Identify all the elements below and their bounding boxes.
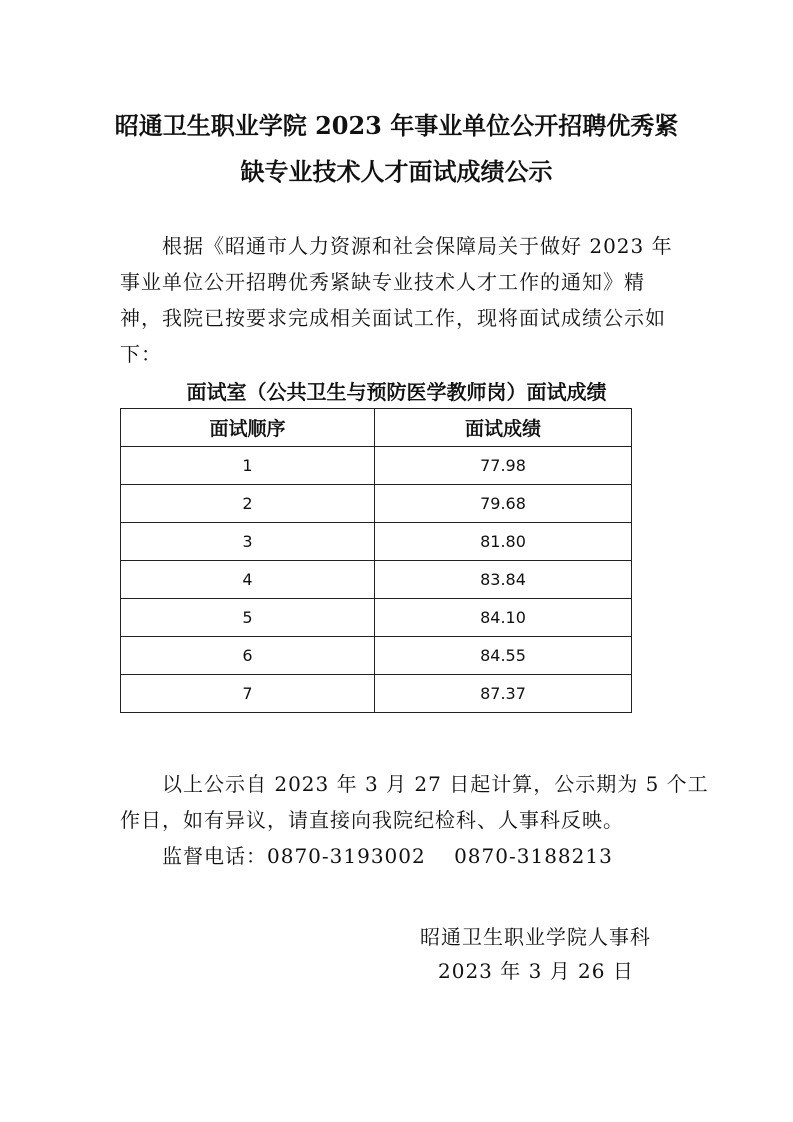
table-row — [121, 599, 632, 637]
table-caption: 面试室（公共卫生与预防医学教师岗）面试成绩 — [186, 380, 607, 404]
document-title-line-1: 昭通卫生职业学院 2023 年事业单位公开招聘优秀紧 — [114, 111, 679, 140]
intro-line: 神，我院已按要求完成相关面试工作，现将面试成绩公示如 — [120, 306, 666, 330]
score-cell: 84.55 — [375, 637, 632, 675]
table-row — [121, 675, 632, 713]
column-header-order: 面试顺序 — [121, 409, 375, 447]
table-row — [121, 485, 632, 523]
notice-line: 以上公示自 2023 年 3 月 27 日起计算，公示期为 5 个工 — [120, 772, 709, 796]
order-cell: 1 — [121, 447, 375, 485]
table-header-row — [121, 409, 632, 447]
score-cell: 79.68 — [375, 485, 632, 523]
score-cell: 87.37 — [375, 675, 632, 713]
scores-table — [120, 408, 632, 713]
table-row — [121, 561, 632, 599]
table-row — [121, 523, 632, 561]
score-cell: 81.80 — [375, 523, 632, 561]
table-row — [121, 637, 632, 675]
notice-paragraph — [120, 766, 709, 874]
score-cell: 84.10 — [375, 599, 632, 637]
intro-line: 根据《昭通市人力资源和社会保障局关于做好 2023 年 — [120, 234, 673, 258]
notice-line: 作日，如有异议，请直接向我院纪检科、人事科反映。 — [120, 808, 624, 832]
score-cell: 83.84 — [375, 561, 632, 599]
intro-line: 事业单位公开招聘优秀紧缺专业技术人才工作的通知》精 — [120, 270, 645, 294]
order-cell: 2 — [121, 485, 375, 523]
intro-paragraph — [120, 228, 680, 372]
column-header-score: 面试成绩 — [375, 409, 632, 447]
supervision-phone-line: 监督电话：0870-3193002 0870-3188213 — [120, 844, 613, 868]
order-cell: 5 — [121, 599, 375, 637]
document-title-line-2: 缺专业技术人才面试成绩公示 — [240, 157, 553, 186]
order-cell: 6 — [121, 637, 375, 675]
intro-line: 下： — [120, 342, 162, 366]
order-cell: 7 — [121, 675, 375, 713]
signature-date: 2023 年 3 月 26 日 — [438, 959, 634, 983]
signature-department: 昭通卫生职业学院人事科 — [420, 925, 651, 949]
order-cell: 3 — [121, 523, 375, 561]
order-cell: 4 — [121, 561, 375, 599]
score-cell: 77.98 — [375, 447, 632, 485]
table-row — [121, 447, 632, 485]
